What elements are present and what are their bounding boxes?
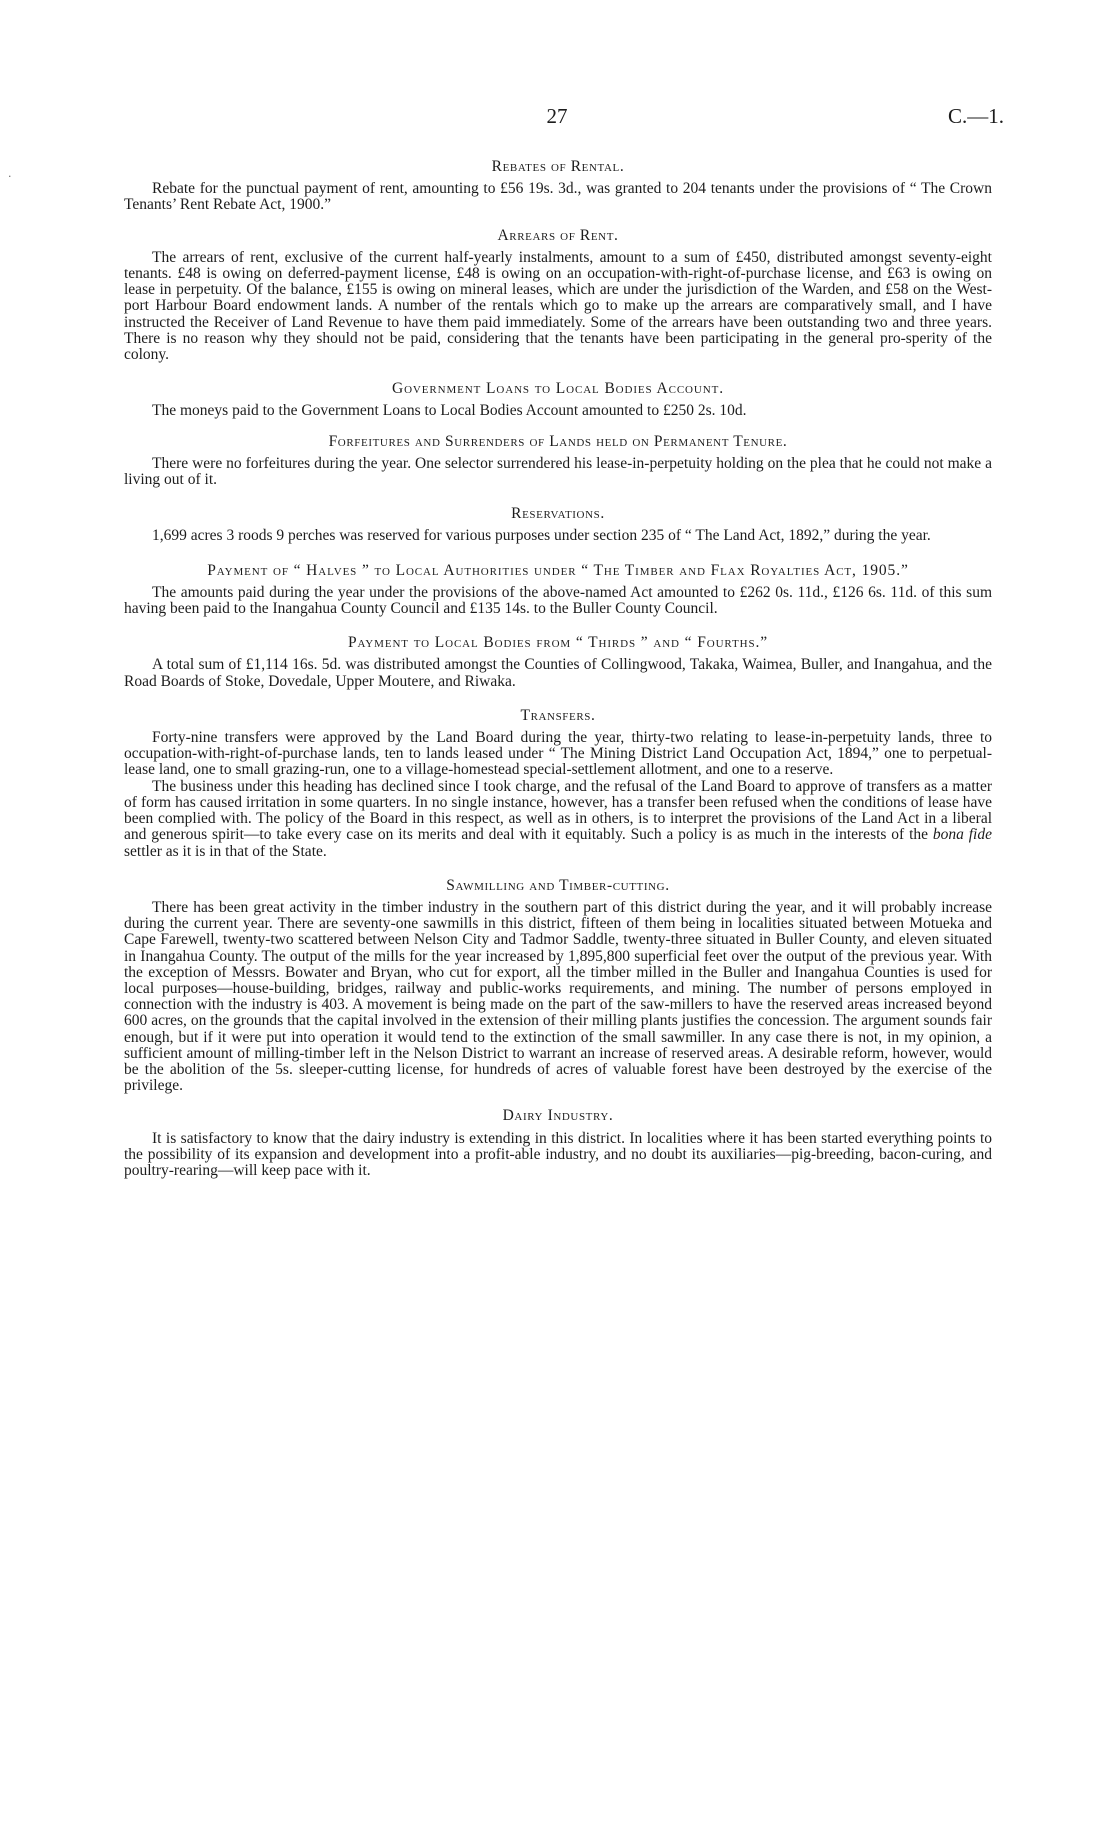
paragraph: The arrears of rent, exclusive of the current half-yearly instalments, amount to a sum of £450, distributed amongst seventy-eight tenants. £48 is owing on deferred-payment license, £48 is owing on an occupation-with-right-of-purchase license, and £63 is owing on lease in perpetuity. Of the balance, £155 is owing on mineral leases, which are under the jurisdiction of the Warden, and £58 on the West-port Harbour Board endowment lands. A number of the rentals which go to make up the arrears are comparatively small, and I have instructed the Receiver of Land Revenue to have them paid immediately. Some of the arrears have been outstanding two and three years. There is no reason why they should not be paid, considering that the tenants have been participating in the general pro-sperity of the colony. [124,248,992,364]
italic-phrase: bona fide [932,826,992,844]
section-reservations [124,506,992,544]
section-heading: Arrears of Rent. [497,226,619,244]
section-forfeitures-and-surrenders [124,434,992,489]
paragraph-text: settler as it is in that of the State. [124,842,327,860]
section-heading: Reservations. [511,505,605,523]
section-sawmilling [124,878,992,1095]
section-government-loans [124,381,992,419]
page-body [124,159,992,1197]
section-rebates-of-rental [124,159,992,214]
paragraph: A total sum of £1,114 16s. 5d. was distributed amongst the Counties of Collingwood, Takaka, Waimea, Buller, and Inangahua, and the Road Boards of Stoke, Dovedale, Upper Moutere, and Riwaka. [124,656,992,690]
section-dairy-industry [124,1108,992,1179]
section-heading: Forfeitures and Surrenders of Lands held on Permanent Tenure. [328,432,788,450]
paragraph: There has been great activity in the timber industry in the southern part of this district during the year, and it will probably increase during the current year. There are seventy-one sawmills in this district, fifteen of them being in localities situated between Motueka and Cape Farewell, twenty-two scattered between Nelson City and Tadmor Saddle, twenty-three situated in Buller County, and eleven situated in Inangahua County. The output of the mills for the year increased by 1,895,800 superficial feet over the output of the previous year. With the exception of Messrs. Bowater and Bryan, who cut for export, all the timber milled in the Buller and Inangahua Counties is used for local purposes—house-building, bridges, railway and public-works requirements, and mining. The number of persons employed in connection with the industry is 403. A movement is being made on the part of the saw-millers to have the reserved areas increased beyond 600 acres, on the grounds that the capital involved in the extension of their milling plants justifies the concession. The argument sounds fair enough, but if it were put into operation it would tend to the extinction of the small sawmiller. In any case there is not, in my opinion, a sufficient amount of milling-timber left in the Nelson District to warrant an increase of reserved areas. A desirable reform, however, would be the abolition of the 5s. sleeper-cutting license, for hundreds of acres of valuable forest have been destroyed by the exercise of the privilege. [124,898,992,1095]
paragraph: It is satisfactory to know that the dairy industry is extending in this district. In localities where it has been started everything points to the possibility of its expansion and development into a profit-able industry, and no doubt its auxiliaries—pig-breeding, bacon-curing, and poultry-rearing—will keep pace with it. [124,1129,992,1179]
margin-mark: · [8,170,12,183]
section-heading: Payment of “ Halves ” to Local Authorities under “ The Timber and Flax Royalties Act, 1905.” [207,561,909,579]
section-heading: Transfers. [520,706,596,724]
section-transfers [124,708,992,860]
section-payment-of-halves [124,563,992,618]
section-heading: Dairy Industry. [502,1107,614,1125]
paragraph: Forty-nine transfers were approved by the Land Board during the year, thirty-two relating to lease-in-perpetuity lands, three to occupation-with-right-of-purchase lands, ten to lands leased under “ The Mining District Land Occupation Act, 1894,” one to perpetual-lease land, one to small grazing-run, one to a village-homestead special-settlement allotment, and one to a reserve. [124,729,992,779]
page-number: 27 [546,104,568,128]
paragraph: 1,699 acres 3 roods 9 perches was reserved for various purposes under section 235 of “ The Land Act, 1892,” during the year. [152,527,931,545]
section-heading: Payment to Local Bodies from “ Thirds ” and “ Fourths.” [347,634,769,652]
document-code: C.—1. [947,104,1004,128]
paragraph: There were no forfeitures during the year. One selector surrendered his lease-in-perpetuity holding on the plea that he could not make a living out of it. [124,454,992,489]
section-heading: Government Loans to Local Bodies Account. [392,380,724,398]
section-heading: Rebates of Rental. [491,158,625,175]
section-thirds-and-fourths [124,635,992,690]
page-header [0,104,1114,134]
section-arrears-of-rent [124,228,992,364]
paragraph: The moneys paid to the Government Loans to Local Bodies Account amounted to £250 2s. 10d. [152,402,747,420]
section-heading: Sawmilling and Timber-cutting. [446,876,670,894]
paragraph [124,779,992,860]
paragraph: Rebate for the punctual payment of rent, amounting to £56 19s. 3d., was granted to 204 tenants under the provisions of “ The Crown Tenants’ Rent Rebate Act, 1900.” [124,180,992,214]
paragraph: The amounts paid during the year under the provisions of the above-named Act amounted to £262 0s. 11d., £126 6s. 11d. of this sum having been paid to the Inangahua County Council and £135 14s. to the Buller County Council. [124,583,992,618]
paragraph-text: The business under this heading has declined since I took charge, and the refusal of the Land Board to approve of transfers as a matter of form has caused irritation in some quarters. In no single instance, however, has a transfer been refused when the conditions of lease have been complied with. The policy of the Board in this respect, as well as in others, is to interpret the provisions of the Land Act in a liberal and generous spirit—to take every case on its merits and deal with it equitably. Such a policy is as much in the interests of the [124,777,992,844]
